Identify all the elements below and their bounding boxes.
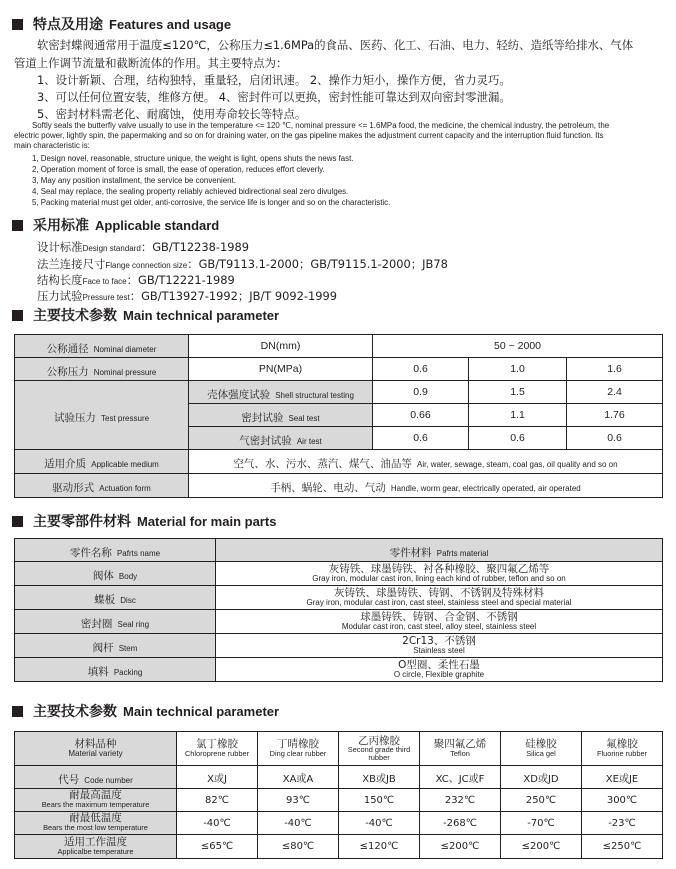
standard-label-cn: 结构长度 — [37, 273, 83, 287]
max-temp-value: 150℃ — [339, 789, 420, 812]
row-label-nominal-diameter: 公称通径 Nominal diameter — [15, 335, 189, 358]
section-heading-features — [12, 15, 231, 33]
min-temp-value: -40℃ — [339, 812, 420, 835]
square-bullet-icon — [12, 706, 23, 717]
min-temp-value: -268℃ — [420, 812, 501, 835]
section-title-cn: 主要技术参数 — [33, 308, 117, 324]
material-column-header: 氟橡胶 Fluorine rubber — [582, 732, 663, 766]
work-temp-value: ≤200℃ — [501, 835, 582, 859]
section-heading-materials — [12, 512, 276, 530]
header-part-material: 零件材料 Pafrts material — [216, 539, 663, 562]
min-temp-value: -40℃ — [177, 812, 258, 835]
standard-item — [37, 273, 235, 289]
min-temp-value: -70℃ — [501, 812, 582, 835]
standard-item — [37, 240, 249, 256]
part-material: 2Cr13、不锈钢 Stainless steel — [216, 634, 663, 658]
feature-cn-line: 1、设计新颖、合理，结构独特，重量轻，启闭讯速。 2、操作力矩小，操作方便，省力灵巧。 — [37, 73, 511, 87]
part-material: 灰铸铁、球墨铸铁、铸钢、不锈钢及特殊材料 Gray iron, modular cast iron, cast steel, stainless steel and special material — [216, 586, 663, 610]
standard-value: ：GB/T13927-1992；JB/T 9092-1999 — [129, 289, 337, 303]
row-label-medium: 适用介质 Applicable medium — [15, 450, 189, 474]
section-heading-tech2 — [12, 702, 279, 720]
dn-range: 50 ~ 2000 — [373, 335, 663, 358]
code-value: XD或JD — [501, 766, 582, 789]
pn-value: 1.6 — [567, 358, 663, 381]
section-title-en: Main technical parameter — [123, 703, 280, 719]
feature-en-line: Softly seals the butterfly valve usually to use in the temperature <= 120 ℃, nominal pressure <= 1.6MPa food, the medicine, the chemical industry, the petroleum, the — [32, 121, 610, 130]
header-material-variety: 材料品种 Material variety — [15, 732, 177, 766]
row-label-max-temp: 耐最高温度 Bears the maximum temperature — [15, 789, 177, 812]
section-heading-tech — [12, 306, 279, 324]
code-value: XC、JC或F — [420, 766, 501, 789]
feature-cn-line: 3、可以任何位置安装，维修方便。 4、密封件可以更换，密封性能可靠达到双向密封零泄漏。 — [37, 90, 511, 104]
test-type-air: 气密封试验 Air test — [189, 427, 373, 450]
part-material: 球墨铸铁、铸钢、合金钢、不锈钢 Modular cast iron, cast steel, alloy steel, stainless steel — [216, 610, 663, 634]
part-name: 阀体 Body — [15, 562, 216, 586]
unit-dn: DN(mm) — [189, 335, 373, 358]
feature-en-line: 3, May any position installment, the service be convenient. — [32, 176, 236, 185]
section-title-cn: 主要技术参数 — [33, 704, 117, 720]
work-temp-value: ≤120℃ — [339, 835, 420, 859]
material-column-header: 氯丁橡胶 Chloroprene rubber — [177, 732, 258, 766]
standard-label-cn: 法兰连接尺寸 — [37, 257, 106, 271]
feature-en-line: 2, Operation moment of force is small, the ease of operation, reduces effort cleverly. — [32, 165, 325, 174]
feature-en-line: electric power, lightly spin, the papermaking and so on for draining water, on the gas pipeline makes the adjustment current capacity and the interruption fluid function. Its — [14, 131, 604, 140]
pn-value: 1.0 — [469, 358, 567, 381]
header-part-name: 零件名称 Pafrts name — [15, 539, 216, 562]
actuation-value: 手柄、蜗轮、电动、气动 Handle, worm gear, electrically operated, air operated — [189, 474, 663, 498]
material-column-header: 丁晴橡胶 Ding clear rubber — [258, 732, 339, 766]
feature-cn-line: 5、密封材料需老化、耐腐蚀，使用寿命较长等特点。 — [37, 107, 307, 121]
code-value: XE或JE — [582, 766, 663, 789]
standard-item — [37, 257, 448, 273]
work-temp-value: ≤80℃ — [258, 835, 339, 859]
part-name: 蝶板 Disc — [15, 586, 216, 610]
min-temp-value: -23℃ — [582, 812, 663, 835]
standard-value: ：GB/T12238-1989 — [140, 240, 250, 254]
min-temp-value: -40℃ — [258, 812, 339, 835]
square-bullet-icon — [12, 19, 23, 30]
test-value: 2.4 — [567, 381, 663, 404]
seat-material-table — [14, 731, 663, 859]
section-title-en: Main technical parameter — [123, 307, 280, 323]
test-value: 0.6 — [469, 427, 567, 450]
medium-value: 空气、水、污水、蒸汽、煤气、油品等 Air, water, sewage, steam, coal gas, oil quality and so on — [189, 450, 663, 474]
section-title-en: Features and usage — [109, 16, 232, 32]
row-label-test-pressure: 试验压力 Test pressure — [15, 381, 189, 450]
feature-en-line: 5, Packing material must get older, anti-corrosive, the service life is longer and so on the characteristic. — [32, 198, 391, 207]
section-title-en: Material for main parts — [137, 513, 277, 529]
feature-en-line: 4, Seal may replace, the sealing property reliably achieved bidirectional seal zero divulges. — [32, 187, 349, 196]
code-value: X或J — [177, 766, 258, 789]
pn-value: 0.6 — [373, 358, 469, 381]
test-value: 0.66 — [373, 404, 469, 427]
row-label-code: 代号 Code number — [15, 766, 177, 789]
test-value: 0.9 — [373, 381, 469, 404]
part-name: 填料 Packing — [15, 658, 216, 682]
section-heading-standard — [12, 216, 219, 234]
standard-value: ：GB/T9113.1-2000；GB/T9115.1-2000；JB78 — [187, 257, 448, 271]
test-value: 1.5 — [469, 381, 567, 404]
section-title-cn: 采用标准 — [33, 218, 89, 234]
standard-label-en: Design standard — [82, 244, 141, 253]
code-value: XA或A — [258, 766, 339, 789]
max-temp-value: 300℃ — [582, 789, 663, 812]
work-temp-value: ≤65℃ — [177, 835, 258, 859]
unit-pn: PN(MPa) — [189, 358, 373, 381]
material-column-header: 聚四氟乙烯 Teflon — [420, 732, 501, 766]
row-label-nominal-pressure: 公称压力 Nominal pressure — [15, 358, 189, 381]
work-temp-value: ≤200℃ — [420, 835, 501, 859]
max-temp-value: 82℃ — [177, 789, 258, 812]
square-bullet-icon — [12, 220, 23, 231]
standard-label-cn: 压力试验 — [37, 289, 83, 303]
standard-label-cn: 设计标准 — [37, 240, 83, 254]
code-value: XB或JB — [339, 766, 420, 789]
standard-label-en: Flange connection size — [105, 261, 188, 270]
feature-cn-line: 管道上作调节流量和截断流体的作用。其主要特点为： — [14, 56, 288, 70]
max-temp-value: 93℃ — [258, 789, 339, 812]
material-column-header: 乙丙橡胶 Second grade third rubber — [339, 732, 420, 766]
test-type-seal: 密封试验 Seal test — [189, 404, 373, 427]
square-bullet-icon — [12, 310, 23, 321]
test-value: 1.1 — [469, 404, 567, 427]
work-temp-value: ≤250℃ — [582, 835, 663, 859]
part-material: O型圈、柔性石墨 O circle, Flexible graphite — [216, 658, 663, 682]
standard-item — [37, 289, 337, 305]
standard-value: ：GB/T12221-1989 — [126, 273, 235, 287]
section-title-en: Applicable standard — [95, 217, 220, 233]
row-label-actuation: 驱动形式 Actuation form — [15, 474, 189, 498]
standard-label-en: Pressure test — [82, 293, 130, 302]
square-bullet-icon — [12, 516, 23, 527]
max-temp-value: 232℃ — [420, 789, 501, 812]
standard-label-en: Face to face — [82, 277, 127, 286]
part-material: 灰铸铁、球墨铸铁、衬各种橡胶、聚四氟乙烯等 Gray iron, modular cast iron, lining each kind of rubber, teflon and so on — [216, 562, 663, 586]
row-label-work-temp: 适用工作温度 Applicalbe temperature — [15, 835, 177, 859]
feature-en-line: main characteristic is: — [14, 141, 90, 150]
max-temp-value: 250℃ — [501, 789, 582, 812]
feature-en-line: 1, Design novel, reasonable, structure unique, the weight is light, opens shuts the news fast. — [32, 154, 354, 163]
test-value: 1.76 — [567, 404, 663, 427]
feature-cn-line: 软密封蝶阀通常用于温度≤120℃，公称压力≤1.6MPa的食品、医药、化工、石油、电力、轻纺、造纸等给排水、气体 — [37, 38, 634, 52]
test-value: 0.6 — [567, 427, 663, 450]
materials-table — [14, 538, 663, 682]
row-label-min-temp: 耐最低温度 Bears the most low temperature — [15, 812, 177, 835]
part-name: 密封圈 Seal ring — [15, 610, 216, 634]
part-name: 阀杆 Stem — [15, 634, 216, 658]
section-title-cn: 主要零部件材料 — [33, 514, 131, 530]
test-type-shell: 壳体强度试验 Shell structural testing — [189, 381, 373, 404]
material-column-header: 硅橡胶 Silica gel — [501, 732, 582, 766]
section-title-cn: 特点及用途 — [33, 17, 103, 33]
test-value: 0.6 — [373, 427, 469, 450]
tech-parameter-table — [14, 334, 663, 498]
